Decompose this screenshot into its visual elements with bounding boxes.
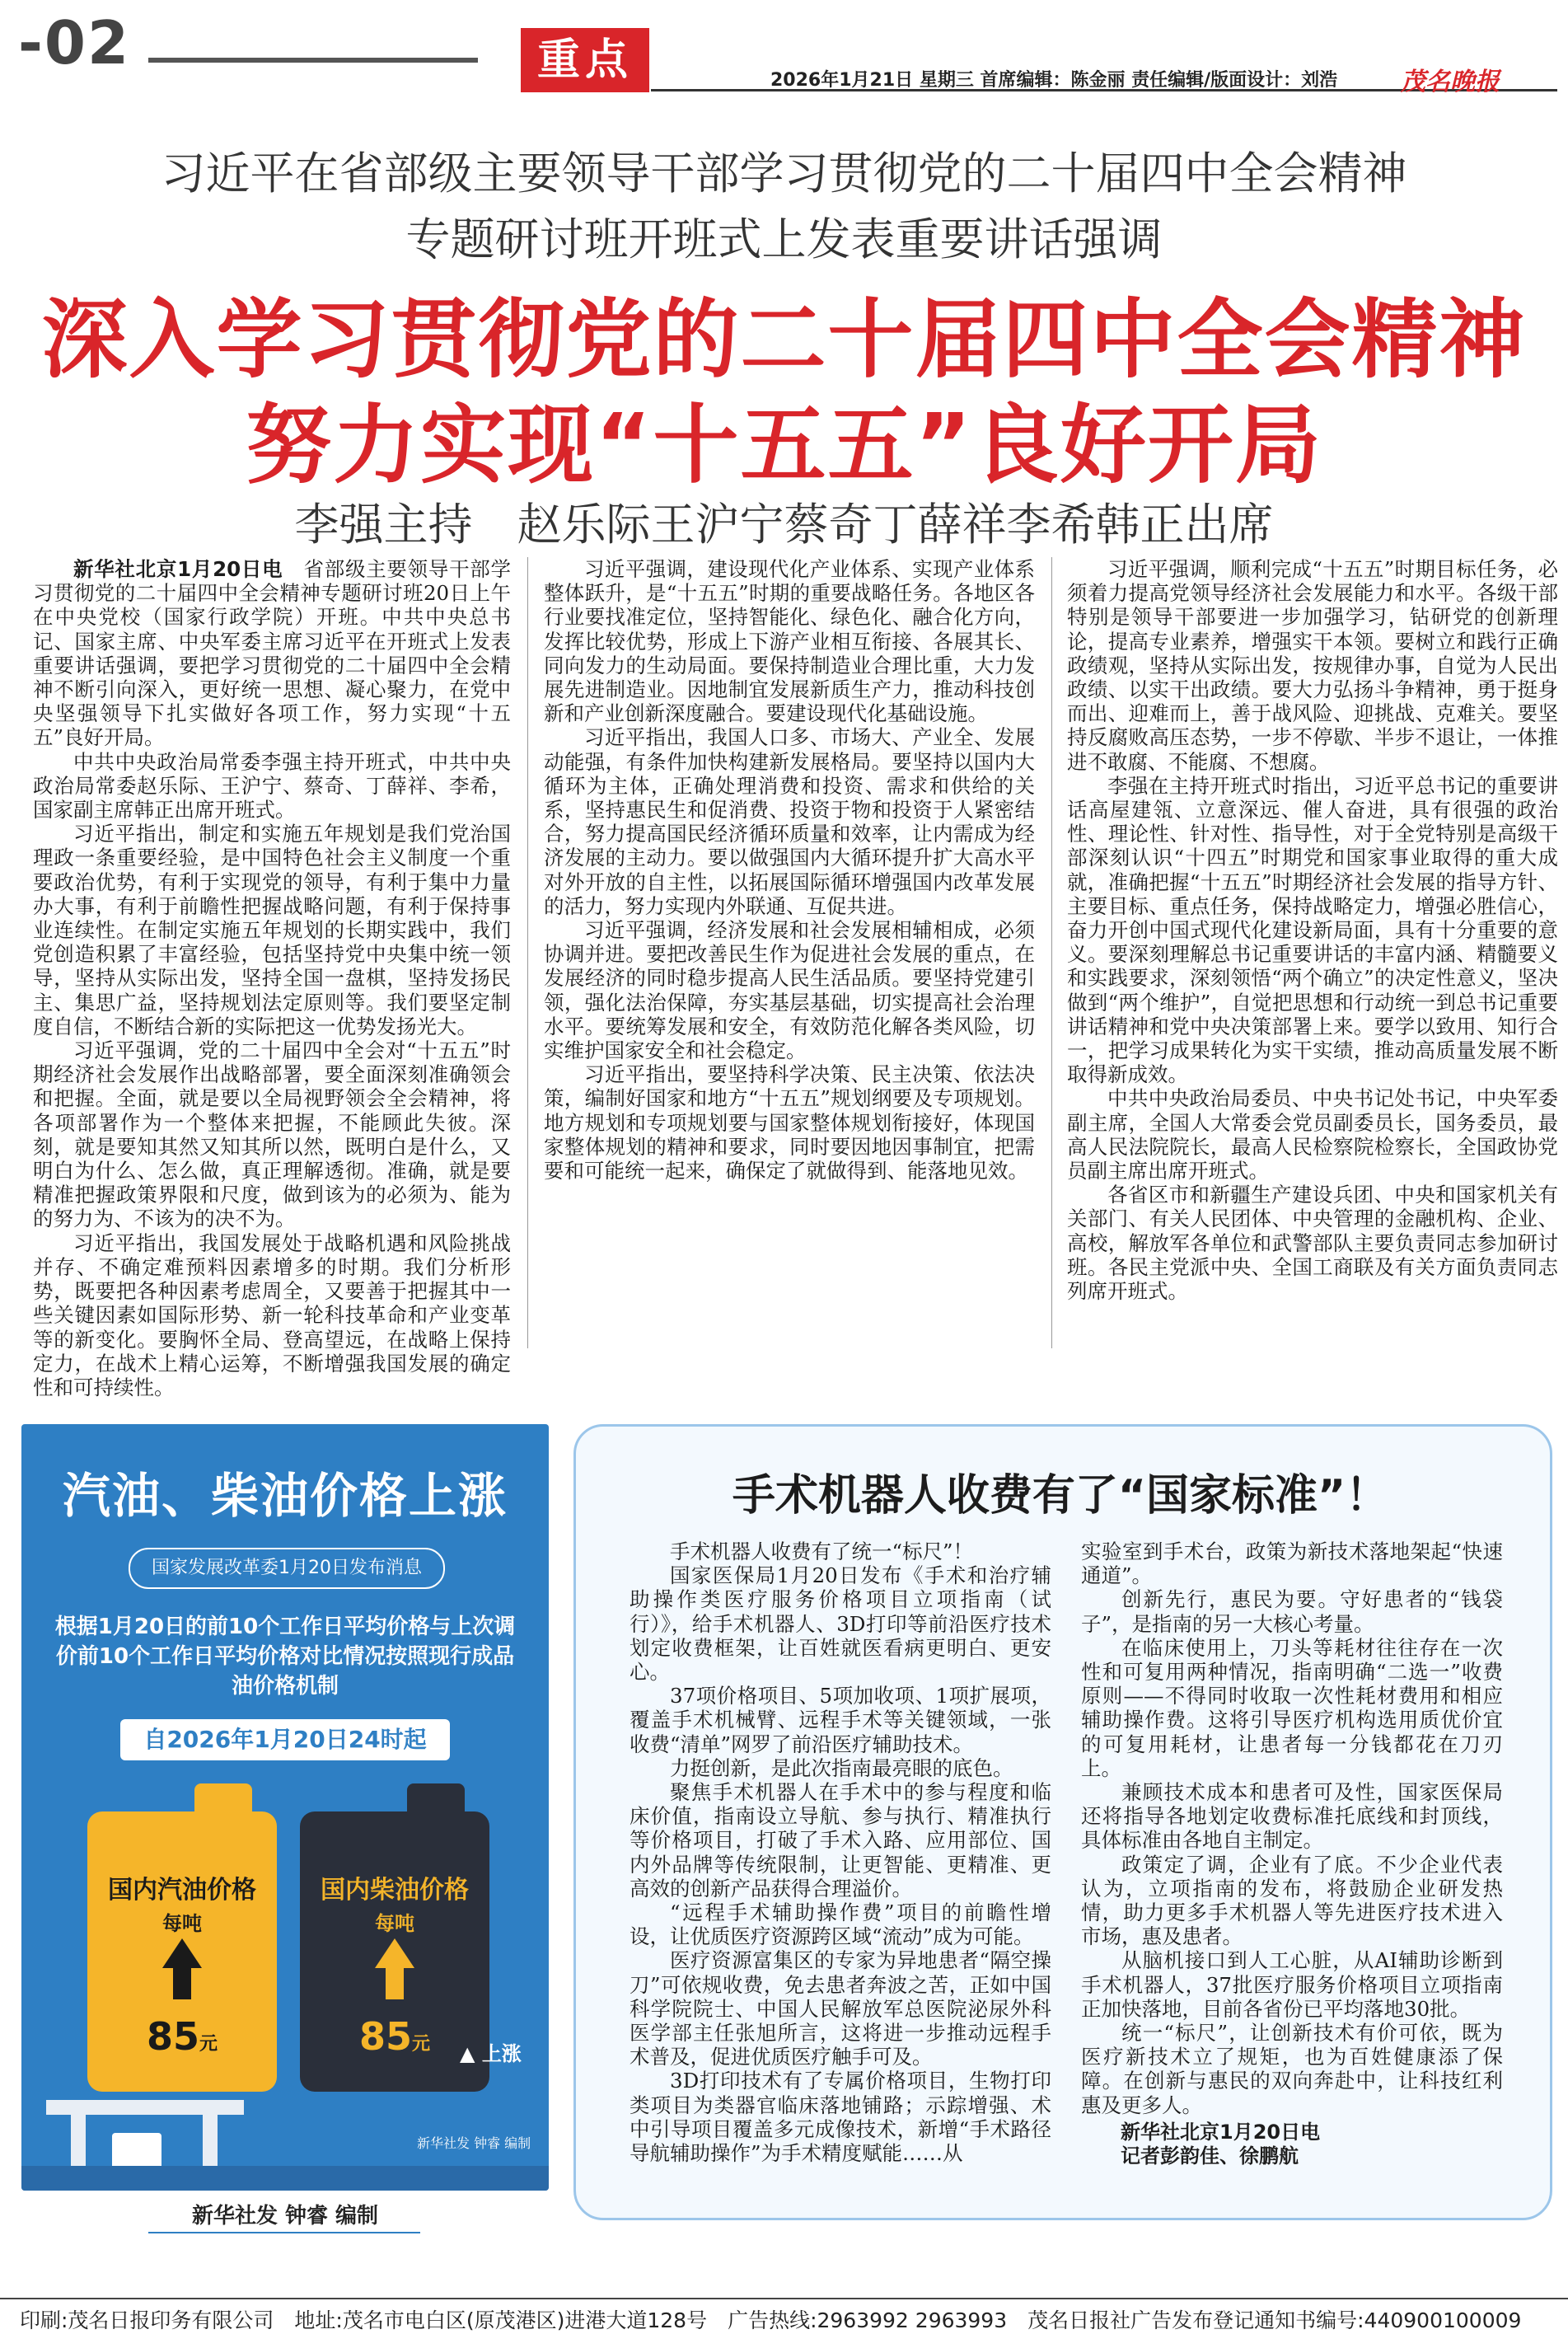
article-paragraph: 习近平指出，我国人口多、市场大、产业全、发展动能强，有条件加快构建新发展格局。要坚持以国内大循环为主体，正确处理消费和投资、需求和供给的关系，坚持惠民生和促消费、投资于物和投资于人紧密结合，努力提高国民经济循环质量和效率，让内需成为经济发展的主动力。要以做强国内大循环提升扩大高水平对外开放的自主性，以拓展国际循环增强国内改革发展的活力，努力实现内外联通、互促共进。 (544, 725, 1035, 918)
robot-paragraph: 手术机器人收费有了统一“标尺”！ (670, 1540, 974, 1563)
robot-paragraph: 3D打印技术有了专属价格项目，生物打印类项目为类器官临床落地铺路；示踪增强、术中引导项目覆盖多元成像技术，新增“手术路径导航辅助操作”为手术精度赋能……从 (630, 2069, 1051, 2166)
diesel-amount: 85 (358, 2014, 412, 2059)
infographic-credit: 新华社发 钟睿 编制 (191, 2204, 379, 2229)
issue-dateline: 2026年1月21日 星期三 首席编辑：陈金丽 责任编辑/版面设计：刘浩 (770, 70, 1338, 91)
robot-byline-2: 记者彭韵佳、徐鹏航 (1121, 2144, 1299, 2168)
robot-paragraph: 实验室到手术台，政策为新技术落地架起“快速通道”。 (1081, 1540, 1503, 1588)
up-arrow-icon (162, 1938, 202, 1968)
article-paragraph: 习近平指出，我国发展处于战略机遇和风险挑战并存、不确定难预料因素增多的时期。我们分析形势，既要把各种因素考虑周全，又要善于把握其中一些关键因素如国际形势、新一轮科技革命和产业变革等的新变化。要胸怀全局、登高望远，在战略上保持定力，在战术上精心运筹，不断增强我国发展的确定性和可持续性。 (33, 1230, 511, 1399)
article-column-1 (33, 557, 511, 1399)
infographic-title: 汽油、柴油价格上涨 (62, 1468, 508, 1524)
can-spout (407, 1783, 465, 1816)
gasoline-per-ton: 每吨 (162, 1912, 202, 1935)
infographic-source: 国家发展改革委1月20日发布消息 (129, 1548, 445, 1589)
credit-underline (148, 2232, 420, 2233)
robot-paragraph: 兼顾技术成本和患者可及性，国家医保局还将指导各地划定收费标准托底线和封顶线，具体标准由各地自主制定。 (1081, 1780, 1503, 1853)
robot-paragraph: 国家医保局1月20日发布《手术和治疗辅助操作类医疗服务价格项目立项指南（试行）》，给手术机器人、3D打印等前沿医疗技术划定收费框架，让百姓就医看病更明白、更安心。 (630, 1563, 1051, 1685)
robot-paragraph: 政策定了调，企业有了底。不少企业代表认为，立项指南的发布，将鼓励企业研发热情，助力更多手术机器人等先进医疗技术进入市场，惠及患者。 (1081, 1852, 1503, 1949)
diesel-label: 国内柴油价格 (321, 1876, 469, 1905)
robot-paragraph: 统一“标尺”，让创新技术有价可依，既为医疗新技术立了规矩，也为百姓健康添了保障。在创新与惠民的双向奔赴中，让科技红利惠及更多人。 (1081, 2021, 1503, 2117)
fuel-price-infographic (21, 1424, 549, 2191)
robot-paragraph: 在临床使用上，刀头等耗材往往存在一次性和可复用两种情况，指南明确“二选一”收费原则——不得同时收取一次性耗材费用和相应辅助操作费。这将引导医疗机构选用质优价宜的可复用耗材，让患者每一分钱都花在刀刃上。 (1081, 1635, 1503, 1780)
article-column-3 (1067, 557, 1558, 1303)
headline-kicker-2: 专题研讨班开班式上发表重要讲话强调 (405, 213, 1163, 265)
article-paragraph: 中共中央政治局常委李强主持开班式，中共中央政治局常委赵乐际、王沪宁、蔡奇、丁薛祥、李希，国家副主席韩正出席开班式。 (33, 749, 511, 823)
diesel-unit: 元 (412, 2034, 431, 2055)
main-title-2: 努力实现“十五五”良好开局 (246, 395, 1322, 495)
article-paragraph: 习近平强调，党的二十届四中全会对“十五五”时期经济社会发展作出战略部署，要全面深刻准确领会和把握。全面，就是要以全局视野领会全会精神，将各项部署作为一个整体来把握，不能顾此失彼。深刻，就是要知其然又知其所以然，既明白是什么，又明白为什么、怎么做，真正理解透彻。准确，就是要精准把握政策界限和尺度，做到该为的必须为、能为的努力为、不该为的决不为。 (33, 1038, 511, 1231)
rise-label: 上涨 (481, 2042, 522, 2065)
article-dateline: 新华社北京1月20日电 (73, 557, 283, 581)
diesel-per-ton: 每吨 (375, 1912, 414, 1935)
article-paragraph: 习近平强调，经济发展和社会发展相辅相成，必须协调并进。要把改善民生作为促进社会发展的重点，在发展经济的同时稳步提高人民生活品质。要坚持党建引领，强化法治保障，夯实基层基础，切实提高社会治理水平。要统筹发展和安全，有效防范化解各类风险，切实维护国家安全和社会稳定。 (544, 918, 1035, 1063)
robot-paragraph: 聚焦手术机器人在手术中的参与程度和临床价值，指南设立导航、参与执行、精准执行等价格项目，打破了手术入路、应用部位、国内外品牌等传统限制，让更智能、更精准、更高效的创新产品获得合理溢价。 (630, 1780, 1051, 1900)
article-paragraph: 习近平强调，建设现代化产业体系、实现产业体系整体跃升，是“十五五”时期的重要战略任务。各地区各行业要找准定位，坚持智能化、绿色化、融合化方向，发挥比较优势，形成上下游产业相互衔接、各展其长、同向发力的生动局面。要保持制造业合理比重，大力发展先进制造业。因地制宜发展新质生产力，推动科技创新和产业创新深度融合。要建设现代化基础设施。 (544, 557, 1035, 726)
article-paragraph: 李强在主持开班式时指出，习近平总书记的重要讲话高屋建瓴、立意深远、催人奋进，具有很强的政治性、理论性、针对性、指导性，对于全党特别是高级干部深刻认识“十四五”时期党和国家事业取得的重大成就，准确把握“十五五”时期经济社会发展的指导方针、主要目标、重点任务，保持战略定力，增强必胜信心，奋力开创中国式现代化建设新局面，具有十分重要的意义。要深刻理解总书记重要讲话的丰富内涵、精髓要义和实践要求，深刻领悟“两个确立”的决定性意义，坚决做到“两个维护”，自觉把思想和行动统一到总书记重要讲话精神和党中央决策部署上来。要学以致用、知行合一，把学习成果转化为实干实绩，推动高质量发展不断取得新成效。 (1067, 773, 1558, 1087)
infographic-effective-date: 自2026年1月20日24时起 (120, 1719, 450, 1760)
robot-paragraph: 从脑机接口到人工心脏，从AI辅助诊断到手术机器人，37批医疗服务价格项目立项指南正加快落地，目前各省份已平均落地30批。 (1081, 1948, 1503, 2021)
gasoline-value (87, 2014, 277, 2059)
article-paragraph: 中共中央政治局委员、中央书记处书记，中央军委副主席，全国人大常委会党员副委员长，国务委员，最高人民法院院长，最高人民检察院检察长，全国政协党员副主席出席开班式。 (1067, 1086, 1558, 1183)
robot-paragraph: 创新先行，惠民为要。守好患者的“钱袋子”，是指南的另一大核心考量。 (1081, 1587, 1503, 1636)
header-rule (148, 58, 478, 63)
article-paragraph: 省部级主要领导干部学习贯彻党的二十届四中全会精神专题研讨班20日上午在中央党校（国家行政学院）开班。中共中央总书记、国家主席、中央军委主席习近平在开班式上发表重要讲话强调，要把学习贯彻党的二十届四中全会精神不断引向深入，更好统一思想、凝心聚力，在党中央坚强领导下扎实做好各项工作，努力实现“十五五”良好开局。 (33, 557, 512, 750)
footer-rule (0, 2298, 1568, 2299)
article-paragraph: 习近平指出，要坚持科学决策、民主决策、依法决策，编制好国家和地方“十五五”规划纲要及专项规划。地方规划和专项规划要与国家整体规划衔接好，体现国家整体规划的精神和要求，同时要因地因事制宜，把需要和可能统一起来，确保定了就做得到、能落地见效。 (544, 1062, 1035, 1183)
robot-byline-1: 新华社北京1月20日电 (1121, 2120, 1321, 2144)
up-arrow-icon (375, 1938, 414, 1968)
article-paragraph: 习近平强调，顺利完成“十五五”时期目标任务，必须着力提高党领导经济社会发展能力和水平。各级干部特别是领导干部要进一步加强学习，钻研党的创新理论，提高专业素养，增强实干本领。要树立和践行正确政绩观，坚持从实际出发，按规律办事，自觉为人民出政绩、以实干出政绩。要大力弘扬斗争精神，勇于挺身而出、迎难而上，善于战风险、迎挑战、克难关。要坚持反腐败高压态势，一步不停歇、半步不退让，一体推进不敢腐、不能腐、不想腐。 (1067, 557, 1558, 774)
infographic-watermark: 新华社发 钟睿 编制 (417, 2135, 531, 2151)
rise-indicator: ▲ 上涨 (460, 2042, 522, 2065)
robot-paragraph: 医疗资源富集区的专家为异地患者“隔空操刀”可依规收费，免去患者奔波之苦，正如中国科学院院士、中国人民解放军总医院泌尿外科医学部主任张旭所言，这将进一步推动远程手术普及，促进优质医疗触手可及。 (630, 1948, 1051, 2069)
robot-article-title: 手术机器人收费有了“国家标准”！ (732, 1471, 1389, 1521)
station-canopy (46, 2100, 244, 2115)
can-spout (194, 1783, 252, 1816)
up-arrow-stem (386, 1966, 404, 1999)
robot-article-column-2 (1081, 1540, 1503, 2168)
robot-paragraph: “远程手术辅助操作费”项目的前瞻性增设，让优质医疗资源跨区域“流动”成为可能。 (630, 1900, 1051, 1949)
column-divider (527, 557, 528, 1348)
article-column-2 (544, 557, 1035, 1183)
robot-paragraph: 力挺创新，是此次指南最亮眼的底色。 (670, 1755, 1013, 1780)
gasoline-unit: 元 (199, 2034, 218, 2055)
footer-imprint: 印刷:茂名日报印务有限公司 地址:茂名市电白区(原茂港区)进港大道128号 广告热线:2963992 2963993 茂名日报社广告发布登记通知书编号:440900100009 (20, 2308, 1522, 2332)
headline-subhead: 李强主持 赵乐际王沪宁蔡奇丁薛祥李希韩正出席 (294, 499, 1274, 551)
headline-kicker-1: 习近平在省部级主要领导干部学习贯彻党的二十届四中全会精神 (161, 148, 1407, 199)
article-paragraph: 习近平指出，制定和实施五年规划是我们党治国理政一条重要经验，是中国特色社会主义制度一个重要政治优势，有利于实现党的领导，有利于集中力量办大事，有利于前瞻性把握战略问题，有利于保持事业连续性。在制定实施五年规划的长期实践中，我们党创造积累了丰富经验，包括坚持党中央集中统一领导，坚持从实际出发，坚持全国一盘棋，坚持发扬民主、集思广益，坚持规划法定原则等。我们要坚定制度自信，不断结合新的实际把这一优势发扬光大。 (33, 822, 511, 1038)
main-title-1: 深入学习贯彻党的二十届四中全会精神 (41, 289, 1527, 390)
column-divider (1051, 557, 1052, 1348)
gasoline-amount: 85 (146, 2014, 199, 2059)
article-paragraph: 各省区市和新疆生产建设兵团、中央和国家机关有关部门、有关人民团体、中央管理的金融机构、企业、高校，解放军各单位和武警部队主要负责同志参加研讨班。各民主党派中央、全国工商联及有关方面负责同志列席开班式。 (1067, 1183, 1558, 1304)
section-label: 重点 (521, 28, 649, 92)
robot-paragraph: 37项价格项目、5项加收项、1项扩展项，覆盖手术机械臂、远程手术等关键领域，一张收费“清单”网罗了前沿医疗辅助技术。 (630, 1684, 1051, 1756)
up-arrow-stem (173, 1966, 191, 1999)
page-number: -02 (18, 8, 131, 77)
paper-logo: 茂名晚报 (1401, 68, 1500, 96)
infographic-basis: 根据1月20日的前10个工作日平均价格与上次调价前10个工作日平均价格对比情况按照现行成品油价格机制 (54, 1615, 516, 1699)
robot-article-column-1 (630, 1540, 1051, 2165)
gasoline-label: 国内汽油价格 (108, 1876, 256, 1905)
gasoline-can (87, 1811, 277, 2092)
ground (21, 2166, 549, 2191)
